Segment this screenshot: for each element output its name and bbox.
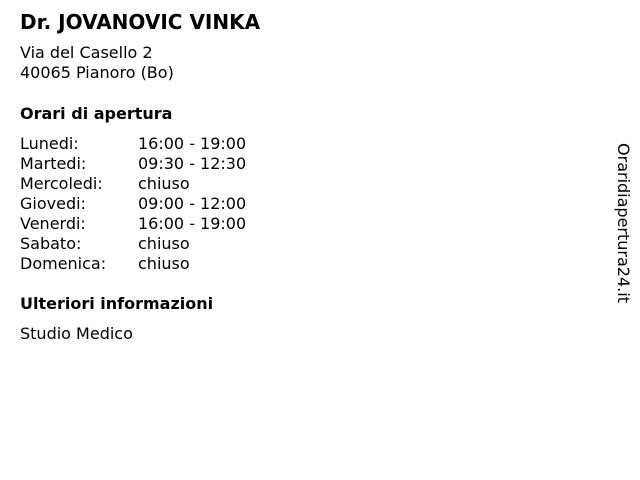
address-block [20,43,174,83]
day-hours: 09:30 - 12:30 [138,154,247,173]
day-hours: chiuso [138,254,190,273]
opening-hours-list [20,134,246,274]
watermark-text: Oraridiapertura24.it [614,142,634,303]
opening-hours-heading: Orari di apertura [20,104,173,123]
doctor-name: Dr. JOVANOVIC VINKA [20,10,261,34]
site-watermark [611,135,635,310]
day-label: Martedi: [20,154,87,173]
hours-row-sabato [20,234,246,254]
day-label: Lunedi: [20,134,79,153]
hours-row-mercoledi [20,174,246,194]
day-label: Venerdi: [20,214,86,233]
address-street: Via del Casello 2 [20,43,153,62]
day-label: Sabato: [20,234,82,253]
day-hours: chiuso [138,174,190,193]
further-info-heading: Ulteriori informazioni [20,294,214,313]
day-hours: 09:00 - 12:00 [138,194,247,213]
hours-row-domenica [20,254,246,274]
further-info-text: Studio Medico [20,324,133,343]
hours-row-venerdi [20,214,246,234]
hours-row-giovedi [20,194,246,214]
day-label: Domenica: [20,254,107,273]
hours-row-lunedi [20,134,246,154]
day-label: Giovedi: [20,194,86,213]
day-label: Mercoledi: [20,174,103,193]
day-hours: chiuso [138,234,190,253]
day-hours: 16:00 - 19:00 [138,134,247,153]
address-city: 40065 Pianoro (Bo) [20,63,174,82]
day-hours: 16:00 - 19:00 [138,214,247,233]
hours-row-martedi [20,154,246,174]
